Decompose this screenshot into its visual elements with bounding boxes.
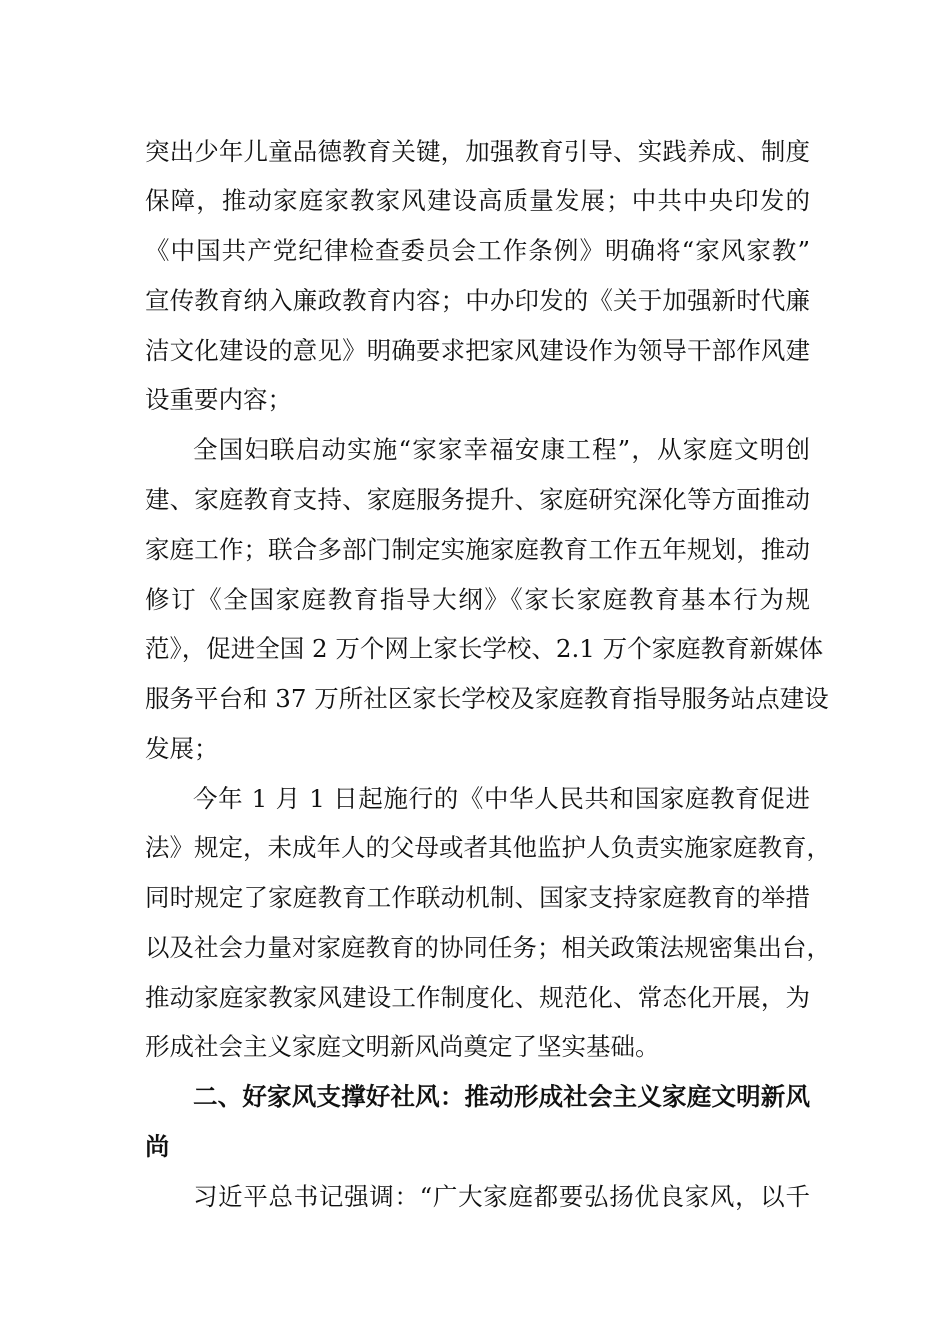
paragraph-line: 推动家庭家教家风建设工作制度化、规范化、常态化开展，为: [145, 983, 810, 1012]
paragraph-line: 今年 1 月 1 日起施行的《中华人民共和国家庭教育促进: [193, 784, 810, 813]
paragraph-line: 建、家庭教育支持、家庭服务提升、家庭研究深化等方面推动: [145, 485, 810, 514]
paragraph-line: 法》规定，未成年人的父母或者其他监护人负责实施家庭教育，: [145, 833, 831, 862]
paragraph-line: 发展；: [145, 734, 219, 763]
paragraph-line: 宣传教育纳入廉政教育内容；中办印发的《关于加强新时代廉: [145, 286, 810, 315]
paragraph-line: 突出少年儿童品德教育关键，加强教育引导、实践养成、制度: [145, 137, 810, 166]
paragraph-line: 同时规定了家庭教育工作联动机制、国家支持家庭教育的举措: [145, 883, 810, 912]
paragraph-line: 服务平台和 37 万所社区家长学校及家庭教育指导服务站点建设: [145, 684, 829, 713]
paragraph-line: 设重要内容；: [145, 385, 292, 414]
section-heading-line: 二、好家风支撑好社风：推动形成社会主义家庭文明新风: [193, 1082, 810, 1111]
paragraph-line: 全国妇联启动实施“家家幸福安康工程”，从家庭文明创: [193, 435, 810, 464]
paragraph-line: 《中国共产党纪律检查委员会工作条例》明确将“家风家教”: [145, 236, 810, 265]
paragraph-line: 以及社会力量对家庭教育的协同任务；相关政策法规密集出台，: [145, 933, 831, 962]
section-heading-line: 尚: [145, 1132, 170, 1161]
paragraph-line: 习近平总书记强调：“广大家庭都要弘扬优良家风，以千: [193, 1182, 810, 1211]
paragraph-line: 洁文化建设的意见》明确要求把家风建设作为领导干部作风建: [145, 336, 810, 365]
paragraph-line: 保障，推动家庭家教家风建设高质量发展；中共中央印发的: [145, 186, 810, 215]
paragraph-line: 修订《全国家庭教育指导大纲》《家长家庭教育基本行为规: [145, 585, 810, 614]
paragraph-line: 家庭工作；联合多部门制定实施家庭教育工作五年规划，推动: [145, 535, 810, 564]
paragraph-line: 范》，促进全国 2 万个网上家长学校、2.1 万个家庭教育新媒体: [145, 634, 824, 663]
paragraph-line: 形成社会主义家庭文明新风尚奠定了坚实基础。: [145, 1032, 660, 1061]
